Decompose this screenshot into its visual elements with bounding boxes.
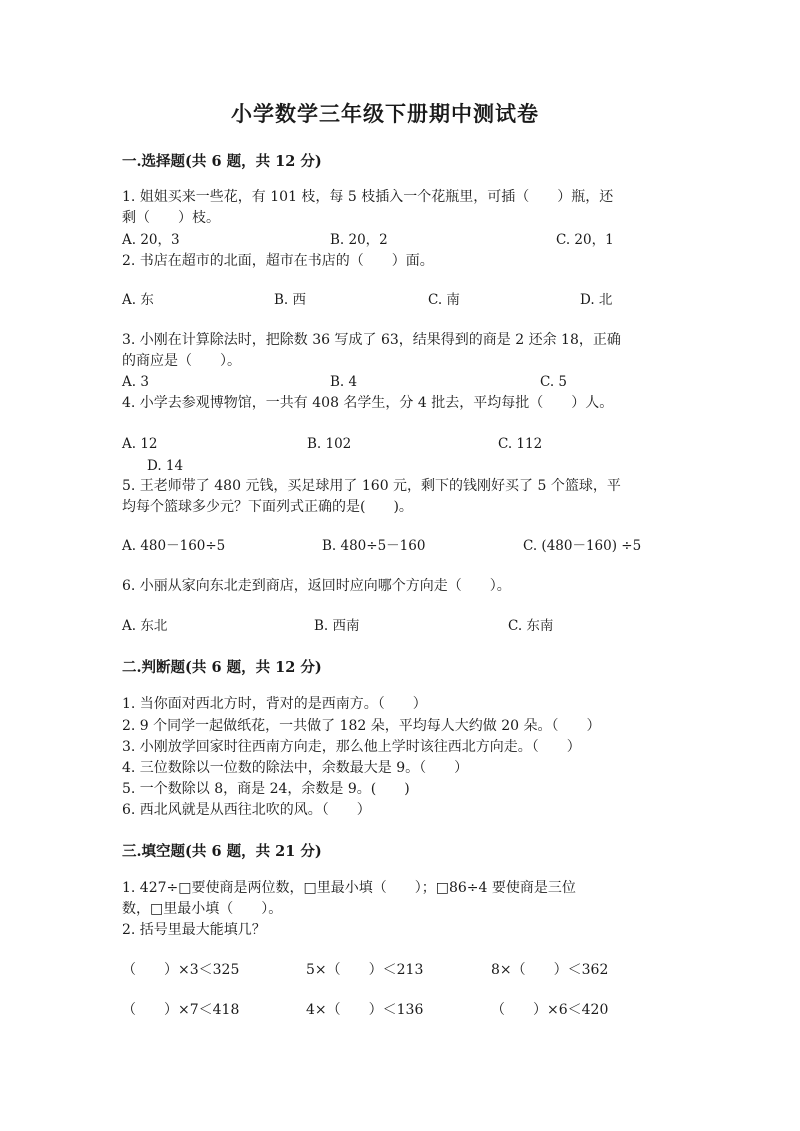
inequality-item: 4×（ ）＜136 [306, 1002, 424, 1018]
option-c: C. 南 [428, 292, 460, 308]
judgement-item: 5. 一个数除以 8，商是 24，余数是 9。( ) [122, 781, 410, 797]
section-heading-choice: 一.选择题(共 6 题，共 12 分) [122, 153, 322, 170]
inequality-item: 5×（ ）＜213 [306, 962, 424, 978]
fill-question-stem: 数，□里最小填（ ）。 [122, 901, 283, 917]
judgement-item: 3. 小刚放学回家时往西南方向走，那么他上学时该往西北方向走。（ ） [122, 739, 581, 755]
option-a: A. 东 [122, 292, 154, 308]
question-stem: 5. 王老师带了 480 元钱，买足球用了 160 元，剩下的钱刚好买了 5 个篮球，平 [122, 478, 621, 494]
fill-question-stem: 2. 括号里最大能填几？ [122, 922, 266, 938]
inequality-item: （ ）×7＜418 [122, 1002, 240, 1018]
option-a: A. 12 [122, 436, 158, 452]
option-c: C. 5 [540, 374, 568, 390]
option-a: A. 3 [122, 374, 149, 390]
question-stem: 4. 小学去参观博物馆，一共有 408 名学生，分 4 批去，平均每批（ ）人。 [122, 395, 614, 411]
option-d: D. 14 [147, 458, 184, 474]
option-a: A. 东北 [122, 618, 168, 634]
page-title: 小学数学三年级下册期中测试卷 [231, 101, 539, 126]
inequality-item: （ ）×6＜420 [491, 1002, 609, 1018]
option-c: C. (480－160) ÷5 [523, 538, 642, 554]
option-b: B. 4 [330, 374, 358, 390]
question-stem: 1. 姐姐买来一些花，有 101 枝，每 5 枝插入一个花瓶里，可插（ ）瓶，还 [122, 189, 614, 205]
option-d: D. 北 [580, 292, 613, 308]
option-b: B. 102 [307, 436, 352, 452]
option-b: B. 20，2 [330, 232, 388, 248]
judgement-item: 6. 西北风就是从西往北吹的风。（ ） [122, 802, 371, 818]
section-heading-fill: 三.填空题(共 6 题，共 21 分) [122, 843, 322, 860]
option-c: C. 东南 [508, 618, 554, 634]
judgement-item: 2. 9 个同学一起做纸花，一共做了 182 朵，平均每人大约做 20 朵。（ ） [122, 718, 601, 734]
option-a: A. 480－160÷5 [122, 538, 226, 554]
section-heading-judgement: 二.判断题(共 6 题，共 12 分) [122, 659, 322, 676]
question-stem: 的商应是（ ）。 [122, 353, 241, 369]
option-c: C. 20，1 [556, 232, 614, 248]
inequality-item: （ ）×3＜325 [122, 962, 240, 978]
question-stem: 2. 书店在超市的北面，超市在书店的（ ）面。 [122, 253, 434, 269]
question-stem: 剩（ ）枝。 [122, 210, 220, 226]
question-stem: 3. 小刚在计算除法时，把除数 36 写成了 63，结果得到的商是 2 还余 18，正确 [122, 332, 621, 348]
inequality-item: 8×（ ）＜362 [491, 962, 609, 978]
judgement-item: 4. 三位数除以一位数的除法中，余数最大是 9。（ ） [122, 760, 469, 776]
question-stem: 均每个篮球多少元？下面列式正确的是( )。 [122, 499, 413, 515]
judgement-item: 1. 当你面对西北方时，背对的是西南方。（ ） [122, 696, 427, 712]
question-stem: 6. 小丽从家向东北走到商店，返回时应向哪个方向走（ ）。 [122, 578, 511, 594]
option-a: A. 20，3 [122, 232, 180, 248]
fill-question-stem: 1. 427÷□要使商是两位数，□里最小填（ ）；□86÷4 要使商是三位 [122, 880, 576, 896]
option-c: C. 112 [498, 436, 543, 452]
option-b: B. 西 [274, 292, 307, 308]
option-b: B. 480÷5－160 [322, 538, 426, 554]
option-b: B. 西南 [314, 618, 360, 634]
